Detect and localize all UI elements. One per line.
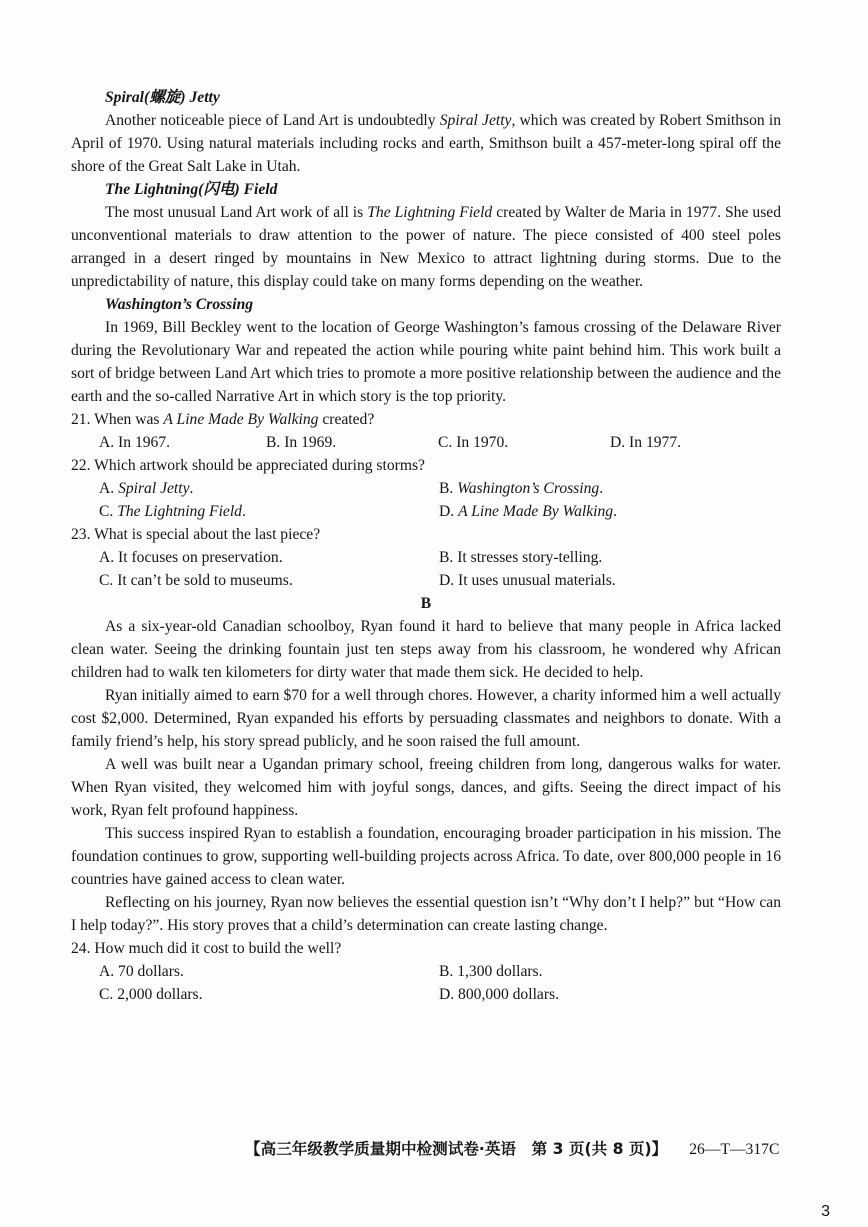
exam-page (71, 86, 781, 1006)
question-23-options-row1 (71, 546, 781, 569)
question-24-options-row2 (71, 983, 781, 1006)
option: A. 70 dollars. (99, 963, 184, 980)
option: C. 2,000 dollars. (99, 986, 203, 1003)
paragraph-lightning-field: The most unusual Land Art work of all is The Lightning Field created by Walter de Maria in 1977. She used unconventional materials to draw attention to the power of nature. The piece consisted of 400 steel poles arranged in a desert ringed by mountains in New Mexico to attract lightning during storms. Due to the unpredictability of nature, this display could take on many forms depending on the weather. (71, 204, 781, 290)
heading-spiral-jetty: Spiral(螺旋) Jetty (105, 89, 220, 106)
question-23-stem: 23. What is special about the last piece? (71, 526, 321, 543)
question-22-options-row2 (71, 500, 781, 523)
option: C. The Lightning Field. (99, 503, 246, 520)
option: B. It stresses story-telling. (439, 549, 603, 566)
option: A. Spiral Jetty. (99, 480, 194, 497)
paragraph-b2: Ryan initially aimed to earn $70 for a well through chores. However, a charity informed him a well actually cost $2,000. Determined, Ryan expanded his efforts by persuading classmates and neighbors to donate. With a family friend’s help, his story spread publicly, and he soon raised the full amount. (71, 687, 781, 750)
option: C. It can’t be sold to museums. (99, 572, 293, 589)
heading-lightning-field: The Lightning(闪电) Field (105, 181, 278, 198)
paragraph-spiral-jetty: Another noticeable piece of Land Art is undoubtedly Spiral Jetty, which was created by Robert Smithson in April of 1970. Using natural materials including rocks and earth, Smithson built a 457-meter-long spiral off the shore of the Great Salt Lake in Utah. (71, 112, 781, 175)
page-number: 3 (821, 1203, 830, 1220)
question-24-stem: 24. How much did it cost to build the well? (71, 940, 342, 957)
paragraph-b1: As a six-year-old Canadian schoolboy, Ryan found it hard to believe that many people in Africa lacked clean water. Seeing the drinking fountain just ten steps away from his classroom, he wondered why African children had to walk ten kilometers for dirty water that made them sick. He decided to help. (71, 618, 781, 681)
question-22-options-row1 (71, 477, 781, 500)
question-21-stem: 21. When was A Line Made By Walking created? (71, 411, 375, 428)
question-24-options-row1 (71, 960, 781, 983)
option: B. Washington’s Crossing. (439, 480, 604, 497)
paragraph-b4: This success inspired Ryan to establish a foundation, encouraging broader participation in his mission. The foundation continues to grow, supporting well-building projects across Africa. To date, over 800,000 people in 16 countries have gained access to clean water. (71, 825, 781, 888)
paragraph-b5: Reflecting on his journey, Ryan now believes the essential question isn’t “Why don’t I help?” but “How can I help today?”. His story proves that a child’s determination can create lasting change. (71, 894, 781, 934)
heading-washingtons-crossing: Washington’s Crossing (105, 296, 254, 313)
question-23-options-row2 (71, 569, 781, 592)
option: B. 1,300 dollars. (439, 963, 543, 980)
paragraph-b3: A well was built near a Ugandan primary school, freeing children from long, dangerous walks for water. When Ryan visited, they welcomed him with joyful songs, dances, and gifts. Seeing the direct impact of his work, Ryan felt profound happiness. (71, 756, 781, 819)
option: A. It focuses on preservation. (99, 549, 283, 566)
option: C. In 1970. (438, 434, 509, 451)
option: D. 800,000 dollars. (439, 986, 559, 1003)
option: B. In 1969. (266, 434, 337, 451)
option: A. In 1967. (99, 434, 171, 451)
option: D. It uses unusual materials. (439, 572, 616, 589)
option: D. A Line Made By Walking. (439, 503, 618, 520)
paragraph-washingtons-crossing: In 1969, Bill Beckley went to the location of George Washington’s famous crossing of the Delaware River during the Revolutionary War and repeated the action while pouring white paint behind him. This work built a sort of bridge between Land Art which tries to promote a more positive relationship between the audience and the earth and the so-called Narrative Art in which story is the top priority. (71, 319, 781, 405)
question-21-options (71, 431, 781, 454)
footer-code: 26—T—317C (689, 1141, 780, 1158)
option: D. In 1977. (610, 434, 682, 451)
section-b-label: B (420, 595, 432, 612)
footer-title: 【高三年级教学质量期中检测试卷·英语 第 3 页(共 8 页)】 (245, 1140, 668, 1158)
question-22-stem: 22. Which artwork should be appreciated during storms? (71, 457, 425, 474)
page-footer (245, 1137, 779, 1159)
